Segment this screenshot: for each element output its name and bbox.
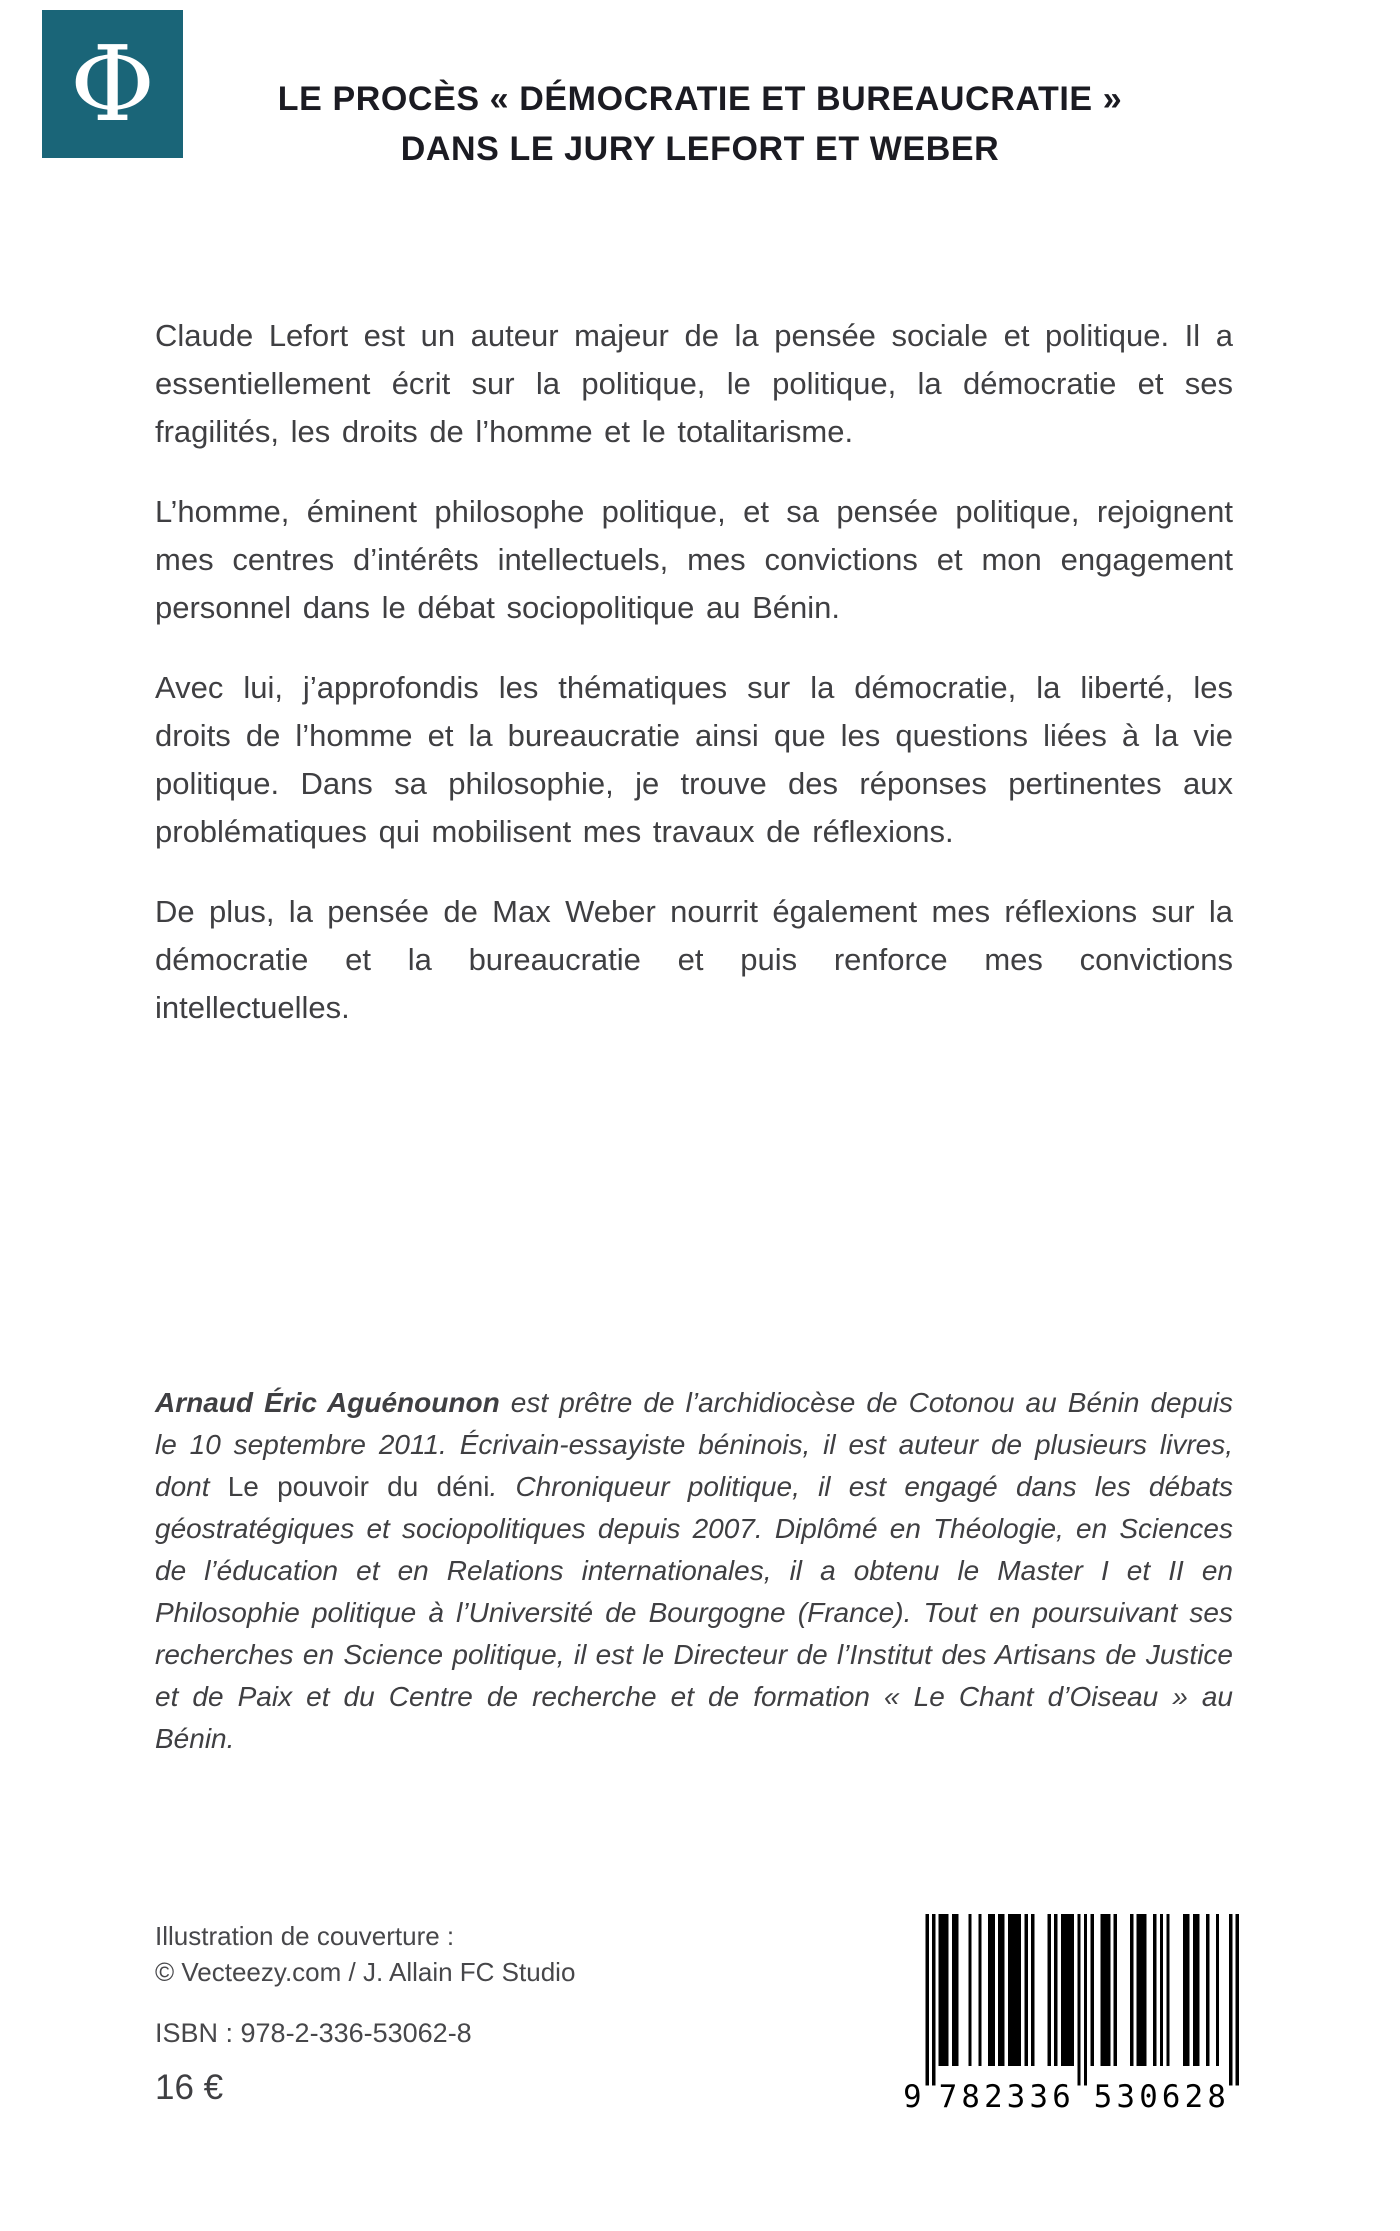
price-label: 16 € [155,2068,224,2107]
synopsis-paragraph: De plus, la pensée de Max Weber nourrit également mes réflexions sur la démocratie et la bureaucratie et puis renforce mes convictions intellectuelles. [155,894,1233,1025]
cover-credit-label: Illustration de couverture : [155,1921,455,1951]
svg-text:530628: 530628 [1093,2080,1226,2112]
cover-credit-source: © Vecteezy.com / J. Allain FC Studio [155,1957,576,1987]
barcode [898,1914,1250,2112]
barcode-bars [898,1914,1250,2112]
synopsis-paragraph: Avec lui, j’approfondis les thématiques sur la démocratie, la liberté, les droits de l’homme et la bureaucratie ainsi que les questions liées à la vie politique. Dans sa philosophie, je trouve des réponses pertinentes aux problématiques qui mobilisent mes travaux de réflexions. [155,670,1233,849]
svg-text:9: 9 [903,2080,922,2112]
book-reference: Le pouvoir du déni [227,1471,490,1502]
book-title-line2: DANS LE JURY LEFORT ET WEBER [400,130,1000,168]
svg-text:782336: 782336 [938,2080,1071,2112]
book-title-line1: LE PROCÈS « DÉMOCRATIE ET BUREAUCRATIE » [277,80,1123,118]
synopsis [155,312,1233,1032]
author-bio-text-2: . Chroniqueur politique, il est engagé dans les débats géostratégiques et sociopolitiques depuis 2007. Diplômé en Théologie, en Sciences de l’éducation et en Relations internationales, il a obtenu le Master I et II en Philosophie politique à l’Université de Bourgogne (France). Tout en poursuivant ses recherches en Science politique, il est le Directeur de l’Institut des Artisans de Justice et de Paix et du Centre de recherche et de formation « Le Chant d’Oiseau » au Bénin. [155,1471,1233,1754]
synopsis-paragraph: Claude Lefort est un auteur majeur de la pensée sociale et politique. Il a essentiellement écrit sur la politique, le politique, la démocratie et ses fragilités, les droits de l’homme et le totalitarisme. [155,318,1233,449]
cover-credit [155,1918,575,1990]
synopsis-paragraph: L’homme, éminent philosophe politique, et sa pensée politique, rejoignent mes centres d’intérêts intellectuels, mes convictions et mon engagement personnel dans le débat sociopolitique au Bénin. [155,494,1233,625]
book-title [0,74,1400,174]
isbn-label: ISBN : 978-2-336-53062-8 [155,2018,472,2048]
phi-icon: Φ [69,23,156,145]
author-name: Arnaud Éric Aguénounon [155,1387,500,1418]
author-bio [155,1382,1233,1760]
author-bio-text-1: est prêtre de l’archidiocèse de Cotonou au Bénin depuis le 10 septembre 2011. Écrivain-essayiste béninois, il est auteur de plusieurs livres, dont [155,1387,1233,1502]
